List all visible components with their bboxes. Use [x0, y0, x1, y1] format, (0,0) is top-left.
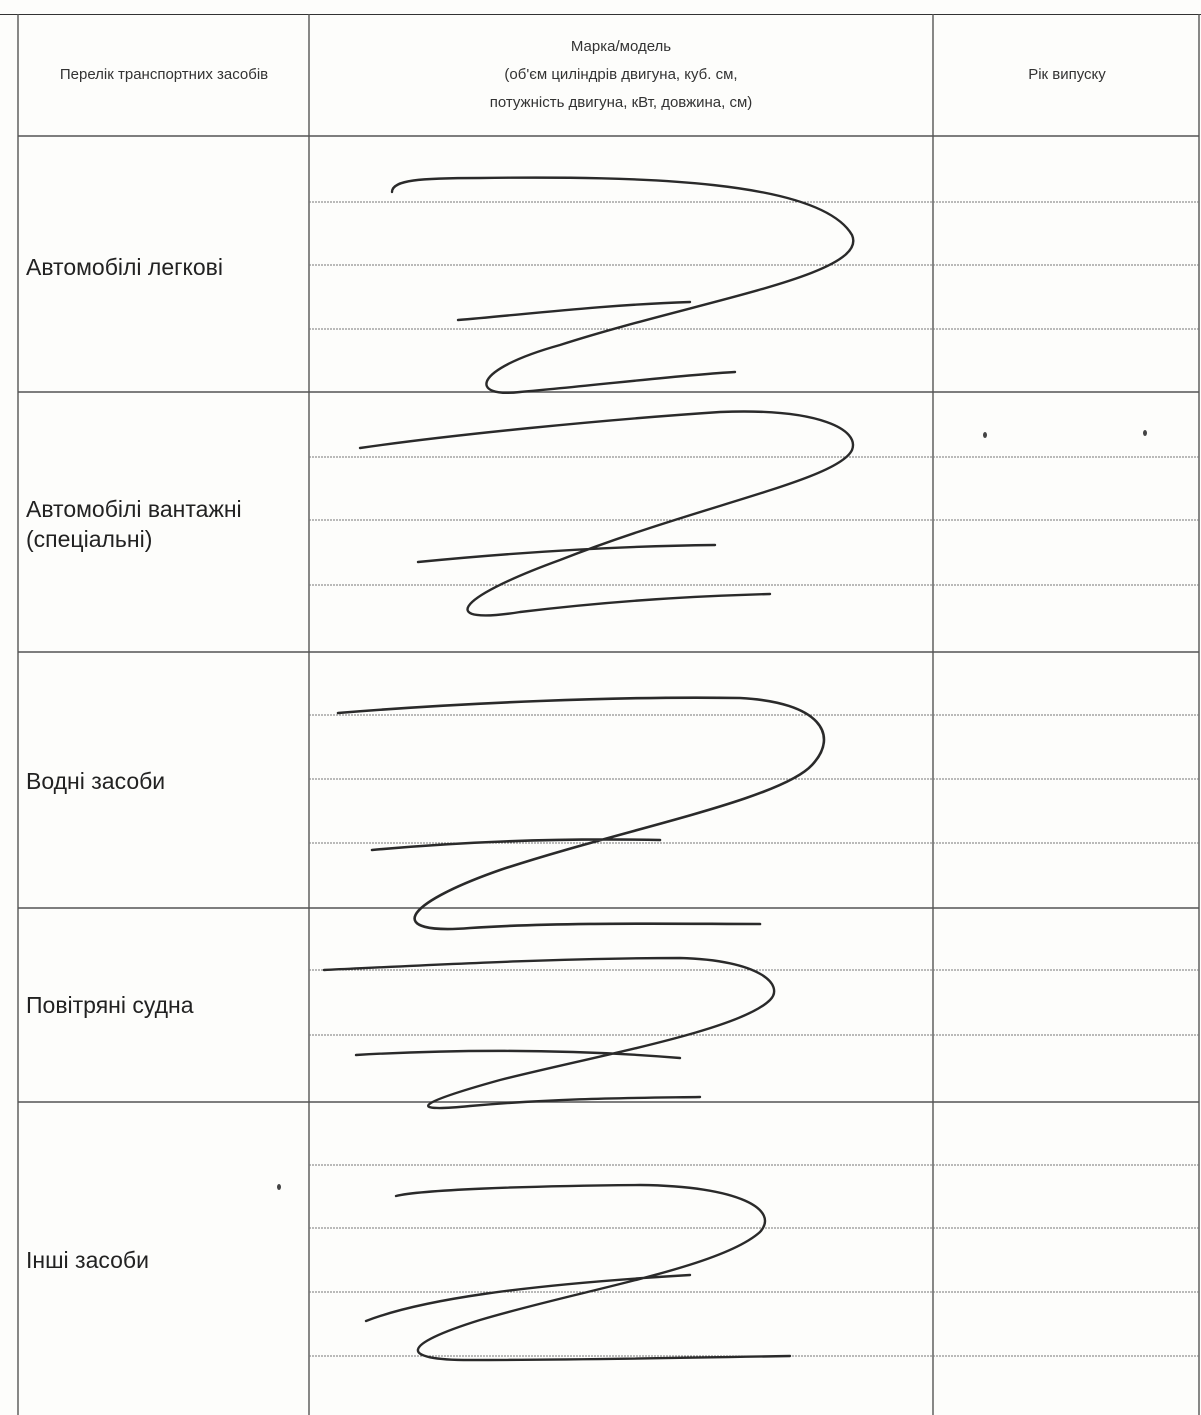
row-label-aircraft: Повітряні судна: [26, 992, 194, 1018]
header-vehicle-list-text: Перелік транспортних засобів: [59, 66, 269, 83]
header-brand-line-3: потужність двигуна, кВт, довжина, см): [489, 94, 753, 111]
row-label-water-vehicles: Водні засоби: [26, 768, 166, 794]
row-label-trucks: Автомобілі вантажні (спеціальні): [26, 496, 242, 552]
row-label-other-vehicles: Інші засоби: [26, 1247, 149, 1273]
ink-dot: [1143, 430, 1147, 436]
header-year-text: Рік випуску: [1028, 66, 1106, 83]
header-brand-line-2: (об'єм циліндрів двигуна, куб. см,: [504, 66, 738, 83]
ink-dot: [983, 432, 987, 438]
header-brand-line-1: Марка/модель: [570, 38, 672, 55]
header-vehicle-list: [20, 15, 308, 135]
row-label-passenger-cars: Автомобілі легкові: [26, 254, 223, 280]
header-year-of-manufacture: [934, 15, 1200, 135]
ink-dot: [277, 1184, 281, 1190]
header-brand-model: [310, 15, 932, 135]
